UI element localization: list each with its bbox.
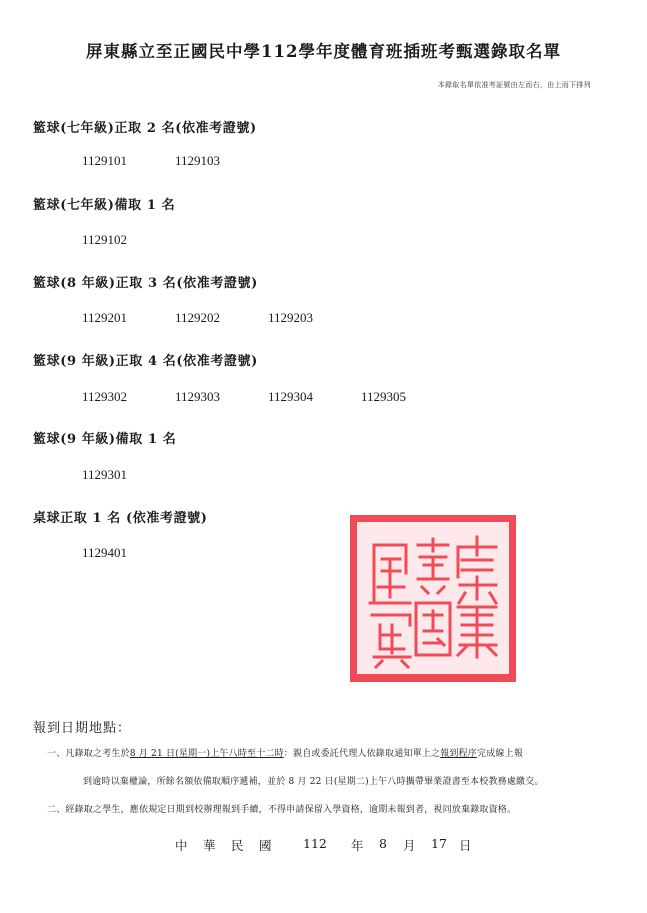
candidate-id: 1129102 [82,232,128,247]
section-heading: 籃球(9 年級)備取 1 名 [33,432,177,447]
candidate-id-list [82,310,361,326]
section-heading: 籃球(8 年級)正取 3 名(依准考證號) [33,276,258,291]
section-heading: 籃球(9 年級)正取 4 名(依准考證號) [33,354,258,369]
report-item-2: 二、經錄取之學生，應依規定日期到校辦理報到手續，不得申請保留入學資格，逾期未報到者，視同放棄錄取資格。 [47,805,517,815]
candidate-id-list [82,232,175,248]
issue-date [175,836,479,854]
report-item-1 [47,746,523,759]
report-item-1-suffix: 完成線上報 [477,749,524,759]
candidate-id: 1129401 [82,545,128,560]
candidate-id: 1129302 [82,389,128,404]
date-char: 民 [231,838,244,853]
date-char: 年 [351,838,364,853]
candidate-id: 1129202 [175,310,221,325]
report-item-1-prefix: 一、凡錄取之考生於 [47,749,130,759]
date-char: 日 [459,838,472,853]
report-item-1-mid: ：親自或委託代理人依錄取通知單上之 [283,749,441,759]
candidate-id: 1129103 [175,153,221,168]
date-char: 月 [403,838,416,853]
candidate-id: 1129305 [361,389,407,404]
report-section-title: 報到日期地點： [33,721,132,736]
section-heading: 籃球(七年級)正取 2 名(依准考證號) [33,121,257,136]
date-char: 華 [203,838,216,853]
candidate-id-list [82,153,268,169]
section-heading: 桌球正取 1 名 (依准考證號) [33,511,208,526]
date-char: 中 [175,838,188,853]
report-item-1-line-2: 到逾時以棄權論，所餘名額依備取順序遞補，並於 8 月 22 日(星期二)上午八時攜帶畢業證書至本校教務處繳交。 [83,777,544,787]
ordering-note: 本錄取名單依准考証號由左而右，由上而下排列 [437,81,591,89]
date-month: 8 [379,836,387,851]
report-procedure-underlined: 報到程序 [440,749,478,759]
date-day: 17 [431,836,447,851]
candidate-id: 1129101 [82,153,128,168]
candidate-id: 1129301 [82,467,128,482]
report-date-underlined: 8 月 21 日(星期一)上午八時至十二時 [129,749,284,759]
candidate-id: 1129304 [268,389,314,404]
date-char: 國 [259,838,272,853]
official-seal-stamp [350,515,516,682]
seal-stamp-glyphs [350,515,516,682]
date-year: 112 [303,836,327,851]
candidate-id: 1129201 [82,310,128,325]
candidate-id: 1129303 [175,389,221,404]
document-title: 屏東縣立至正國民中學112學年度體育班插班考甄選錄取名單 [86,42,561,61]
section-heading: 籃球(七年級)備取 1 名 [33,198,176,213]
candidate-id-list [82,467,175,483]
candidate-id-list [82,545,175,561]
candidate-id-list [82,389,454,405]
candidate-id: 1129203 [268,310,314,325]
